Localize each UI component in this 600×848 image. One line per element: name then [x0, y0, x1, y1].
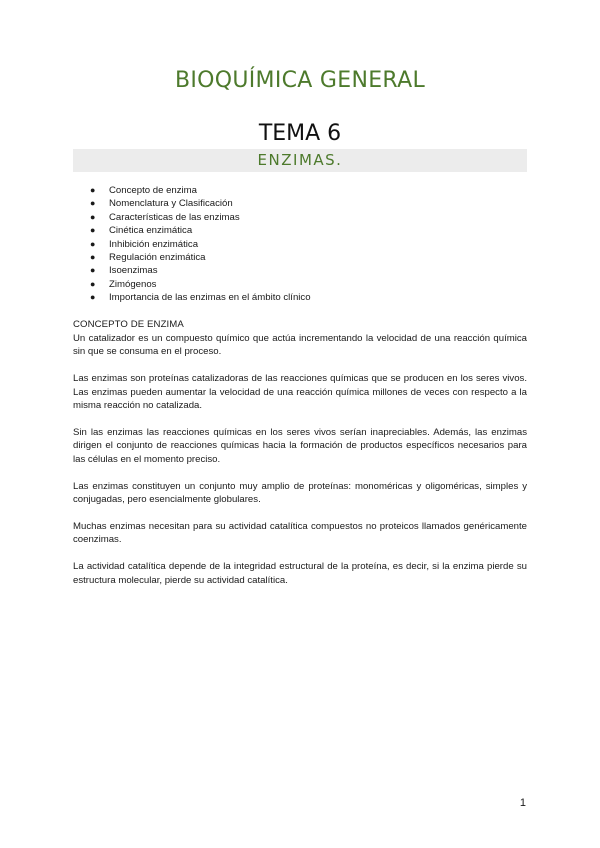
list-item-text: Concepto de enzima [109, 185, 197, 196]
list-item [90, 211, 530, 224]
bullet-icon: ● [90, 238, 96, 249]
topic-title: TEMA 6 [258, 121, 342, 146]
paragraph: Las enzimas son proteínas catalizadoras de las reacciones químicas que se producen en los seres vivos. Las enzimas pueden aumentar la velocidad de una reacción química millones de veces con respecto a la misma reacción no catalizada. [73, 373, 527, 412]
list-item-text: Cinética enzimática [109, 225, 193, 237]
paragraph: Sin las enzimas las reacciones químicas en los seres vivos serían inapreciables. Además, las enzimas dirigen el conjunto de reacciones químicas hacia la formación de productos específicos necesarios para las células en el momento preciso. [73, 427, 527, 465]
list-item [90, 197, 530, 210]
bullet-icon: ● [90, 185, 96, 195]
list-item [90, 291, 530, 304]
subtitle-text: ENZIMAS. [257, 151, 343, 169]
paragraph: Muchas enzimas necesitan para su actividad catalítica compuestos no proteicos llamados genéricamente coenzimas. [73, 521, 527, 546]
list-item-text: Nomenclatura y Clasificación [109, 198, 233, 210]
list-item [90, 251, 530, 264]
list-item [90, 238, 530, 251]
bullet-icon: ● [90, 292, 96, 303]
bullet-icon: ● [90, 265, 96, 276]
course-title: BIOQUÍMICA GENERAL [174, 68, 426, 93]
list-item-text: Importancia de las enzimas en el ámbito clínico [109, 292, 311, 304]
list-item-text: Inhibición enzimática [109, 238, 199, 250]
section-heading: CONCEPTO DE ENZIMA [73, 319, 184, 330]
list-item [90, 184, 530, 197]
list-item [90, 278, 530, 291]
bullet-icon: ● [90, 278, 96, 289]
subtitle-banner [73, 149, 527, 172]
bullet-icon: ● [90, 225, 96, 236]
section-body [73, 332, 527, 601]
paragraph: Un catalizador es un compuesto químico que actúa incrementando la velocidad de una reacción química sin que se consuma en el proceso. [73, 333, 527, 358]
topic-outline-list [90, 184, 530, 305]
list-item-text: Isoenzimas [109, 265, 158, 277]
bullet-icon: ● [90, 252, 96, 263]
list-item-text: Características de las enzimas [109, 211, 240, 223]
page-number: 1 [519, 797, 526, 809]
list-item-text: Zimógenos [109, 278, 157, 290]
bullet-icon: ● [90, 211, 96, 222]
paragraph: La actividad catalítica depende de la integridad estructural de la proteína, es decir, si la enzima pierde su estructura molecular, pierde su actividad catalítica. [73, 561, 527, 586]
bullet-icon: ● [90, 198, 96, 209]
list-item [90, 224, 530, 237]
paragraph: Las enzimas constituyen un conjunto muy amplio de proteínas: monoméricas y oligoméricas, simples y conjugadas, pero esencialmente globulares. [73, 480, 527, 506]
list-item [90, 264, 530, 277]
list-item-text: Regulación enzimática [109, 252, 206, 264]
